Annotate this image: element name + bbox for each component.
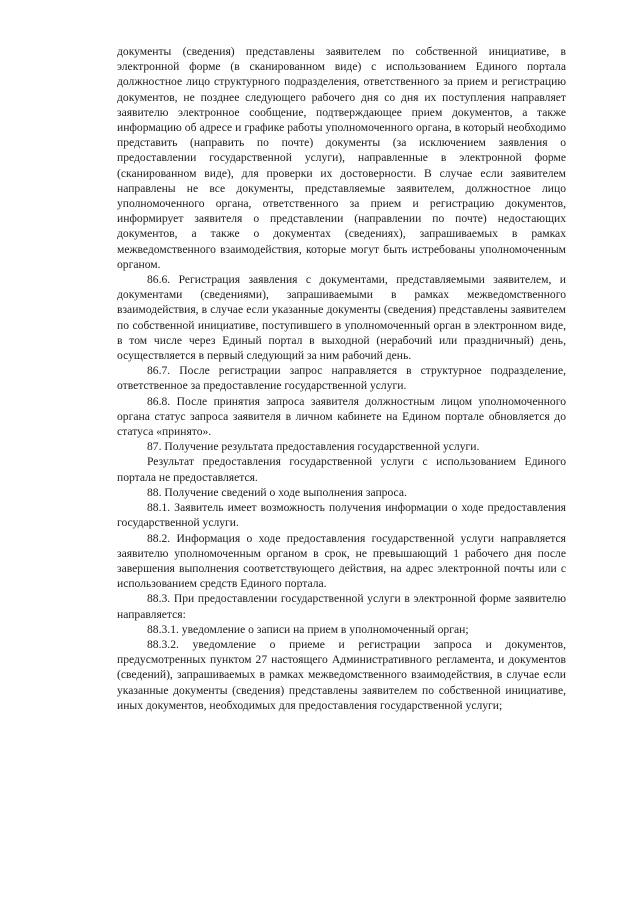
paragraph-86-6: 86.6. Регистрация заявления с документами, представляемыми заявителем, и документами (сведениями), запрашиваемыми в рамках межведомственного взаимодействия, в случае если указанные документы (сведения) представлены заявителем по собственной инициативе, поступившего в уполномоченный орган в электронном виде, в том числе через Единый портал в выходной (нерабочий или праздничный) день, осуществляется в первый следующий за ним рабочий день. [117, 273, 566, 363]
paragraph-88-2: 88.2. Информация о ходе предоставления государственной услуги направляется заявителю уполномоченным органом в срок, не превышающий 1 рабочего дня после завершения выполнения соответствующего действия, на адрес электронной почты или с использованием средств Единого портала. [117, 531, 566, 591]
paragraph-88: 88. Получение сведений о ходе выполнения запроса. [147, 485, 407, 499]
paragraph-87-result: Результат предоставления государственной услуги с использованием Единого портала не предоставляется. [117, 455, 566, 484]
paragraph-86-7: 86.7. После регистрации запрос направляется в структурное подразделение, ответственное за предоставление государственной услуги. [117, 364, 566, 393]
paragraph-continuation: документы (сведения) представлены заявителем по собственной инициативе, в электронной форме (в сканированном виде) с использованием Единого портала должностное лицо структурного подразделения, ответственного за прием и регистрацию документов, не позднее следующего рабочего дня со дня их поступления направляет заявителю электронное сообщение, подтверждающее прием документов, а также информацию об адресе и графике работы уполномоченного органа, в который необходимо представить (направить по почте) документы (за исключением заявления о предоставлении государственной услуги), направленные в электронной форме (сканированном виде), для проверки их достоверности. В случае если заявителем направлены не все документы, представляемые заявителем, должностное лицо уполномоченного органа, ответственного за прием и регистрацию документов, информирует заявителя о представлении (направлении по почте) недостающих документов, а также о документах (сведениях), запрашиваемых в рамках межведомственного взаимодействия, которые могут быть истребованы уполномоченным органом. [117, 45, 566, 271]
document-body [117, 44, 566, 713]
paragraph-88-1: 88.1. Заявитель имеет возможность получения информации о ходе предоставления государственной услуги. [117, 501, 566, 530]
paragraph-88-3-1: 88.3.1. уведомление о записи на прием в уполномоченный орган; [147, 622, 469, 636]
paragraph-88-3-2: 88.3.2. уведомление о приеме и регистрации запроса и документов, предусмотренных пунктом 27 настоящего Административного регламента, и документов (сведений), запрашиваемых в рамках межведомственного взаимодействия, в случае если указанные документы (сведения) представлены заявителем по собственной инициативе, иных документов, необходимых для предоставления государственной услуги; [117, 637, 566, 712]
paragraph-86-8: 86.8. После принятия запроса заявителя должностным лицом уполномоченного органа статус запроса заявителя в личном кабинете на Едином портале обновляется до статуса «принято». [117, 394, 566, 439]
paragraph-88-3: 88.3. При предоставлении государственной услуги в электронной форме заявителю направляется: [117, 592, 566, 621]
paragraph-87: 87. Получение результата предоставления государственной услуги. [147, 440, 480, 454]
